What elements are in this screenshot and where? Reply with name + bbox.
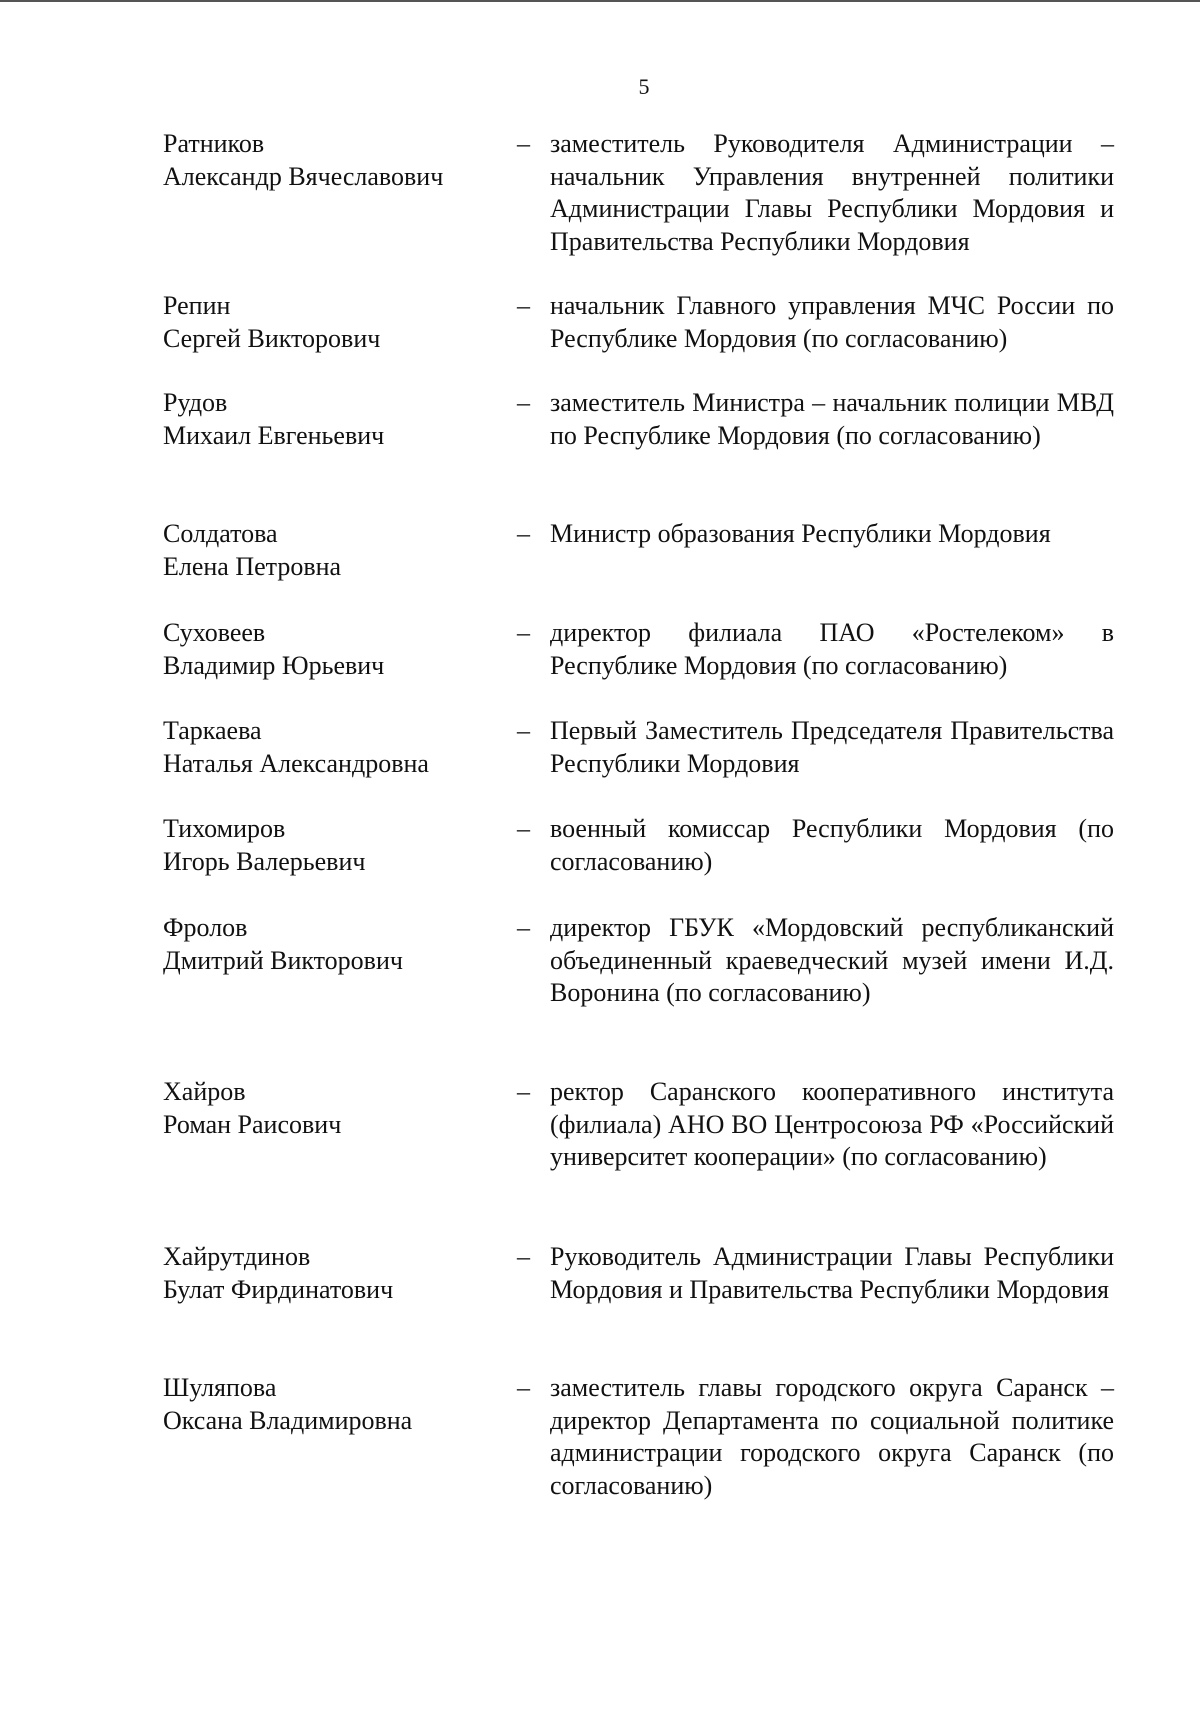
page-edge xyxy=(0,0,1200,2)
member-given-names: Владимир Юрьевич xyxy=(163,650,385,680)
member-surname: Солдатова xyxy=(163,519,278,548)
member-given-names: Михаил Евгеньевич xyxy=(163,420,385,450)
member-surname: Ратников xyxy=(163,129,265,158)
member-surname: Хайров xyxy=(163,1077,246,1106)
member-given-names: Александр Вячеславович xyxy=(163,161,444,191)
member-given-names: Роман Раисович xyxy=(163,1109,342,1139)
member-name xyxy=(163,1241,493,1306)
member-name xyxy=(163,1372,493,1437)
dash-separator: – xyxy=(517,913,530,942)
member-name xyxy=(163,617,493,682)
member-name xyxy=(163,518,493,583)
dash-separator: – xyxy=(517,814,530,843)
dash-separator: – xyxy=(517,1242,530,1271)
page-number: 5 xyxy=(638,74,650,99)
member-role: заместитель главы городского округа Саранск – директор Департамента по социальной политике администрации городского округа Саранск (по согласованию) xyxy=(550,1373,1114,1500)
member-given-names: Наталья Александровна xyxy=(163,748,429,778)
dash-separator: – xyxy=(517,618,530,647)
member-role: заместитель Министра – начальник полиции МВД по Республике Мордовия (по согласованию) xyxy=(550,388,1114,450)
member-surname: Суховеев xyxy=(163,618,266,647)
dash-separator: – xyxy=(517,519,530,548)
member-role: директор ГБУК «Мордовский республиканский объединенный краеведческий музей имени И.Д. Воронина (по согласованию) xyxy=(550,913,1114,1007)
dash-separator: – xyxy=(517,716,530,745)
member-given-names: Оксана Владимировна xyxy=(163,1405,413,1435)
member-name xyxy=(163,387,493,452)
member-given-names: Дмитрий Викторович xyxy=(163,945,403,975)
member-surname: Фролов xyxy=(163,913,248,942)
member-name xyxy=(163,912,493,977)
member-role: Министр образования Республики Мордовия xyxy=(550,519,1051,548)
member-name xyxy=(163,128,493,193)
member-given-names: Елена Петровна xyxy=(163,551,342,581)
member-surname: Рудов xyxy=(163,388,228,417)
member-name xyxy=(163,715,493,780)
member-surname: Шуляпова xyxy=(163,1373,277,1402)
member-role: Руководитель Администрации Главы Республики Мордовия и Правительства Республики Мордовия xyxy=(550,1242,1114,1304)
member-surname: Хайрутдинов xyxy=(163,1242,311,1271)
member-name xyxy=(163,813,493,878)
dash-separator: – xyxy=(517,291,530,320)
member-role: заместитель Руководителя Администрации – начальник Управления внутренней политики Администрации Главы Республики Мордовия и Правительства Республики Мордовия xyxy=(550,129,1114,256)
dash-separator: – xyxy=(517,1077,530,1106)
member-role: директор филиала ПАО «Ростелеком» в Республике Мордовия (по согласованию) xyxy=(550,618,1114,680)
member-given-names: Сергей Викторович xyxy=(163,323,381,353)
dash-separator: – xyxy=(517,388,530,417)
member-name xyxy=(163,1076,493,1141)
member-surname: Таркаева xyxy=(163,716,262,745)
member-role: Первый Заместитель Председателя Правительства Республики Мордовия xyxy=(550,716,1114,778)
dash-separator: – xyxy=(517,1373,530,1402)
member-given-names: Игорь Валерьевич xyxy=(163,846,366,876)
member-given-names: Булат Фирдинатович xyxy=(163,1274,394,1304)
member-name xyxy=(163,290,493,355)
member-surname: Репин xyxy=(163,291,231,320)
member-role: военный комиссар Республики Мордовия (по согласованию) xyxy=(550,814,1114,876)
member-role: начальник Главного управления МЧС России по Республике Мордовия (по согласованию) xyxy=(550,291,1114,353)
member-surname: Тихомиров xyxy=(163,814,286,843)
member-role: ректор Саранского кооперативного института (филиала) АНО ВО Центросоюза РФ «Российский университет кооперации» (по согласованию) xyxy=(550,1077,1114,1171)
dash-separator: – xyxy=(517,129,530,158)
